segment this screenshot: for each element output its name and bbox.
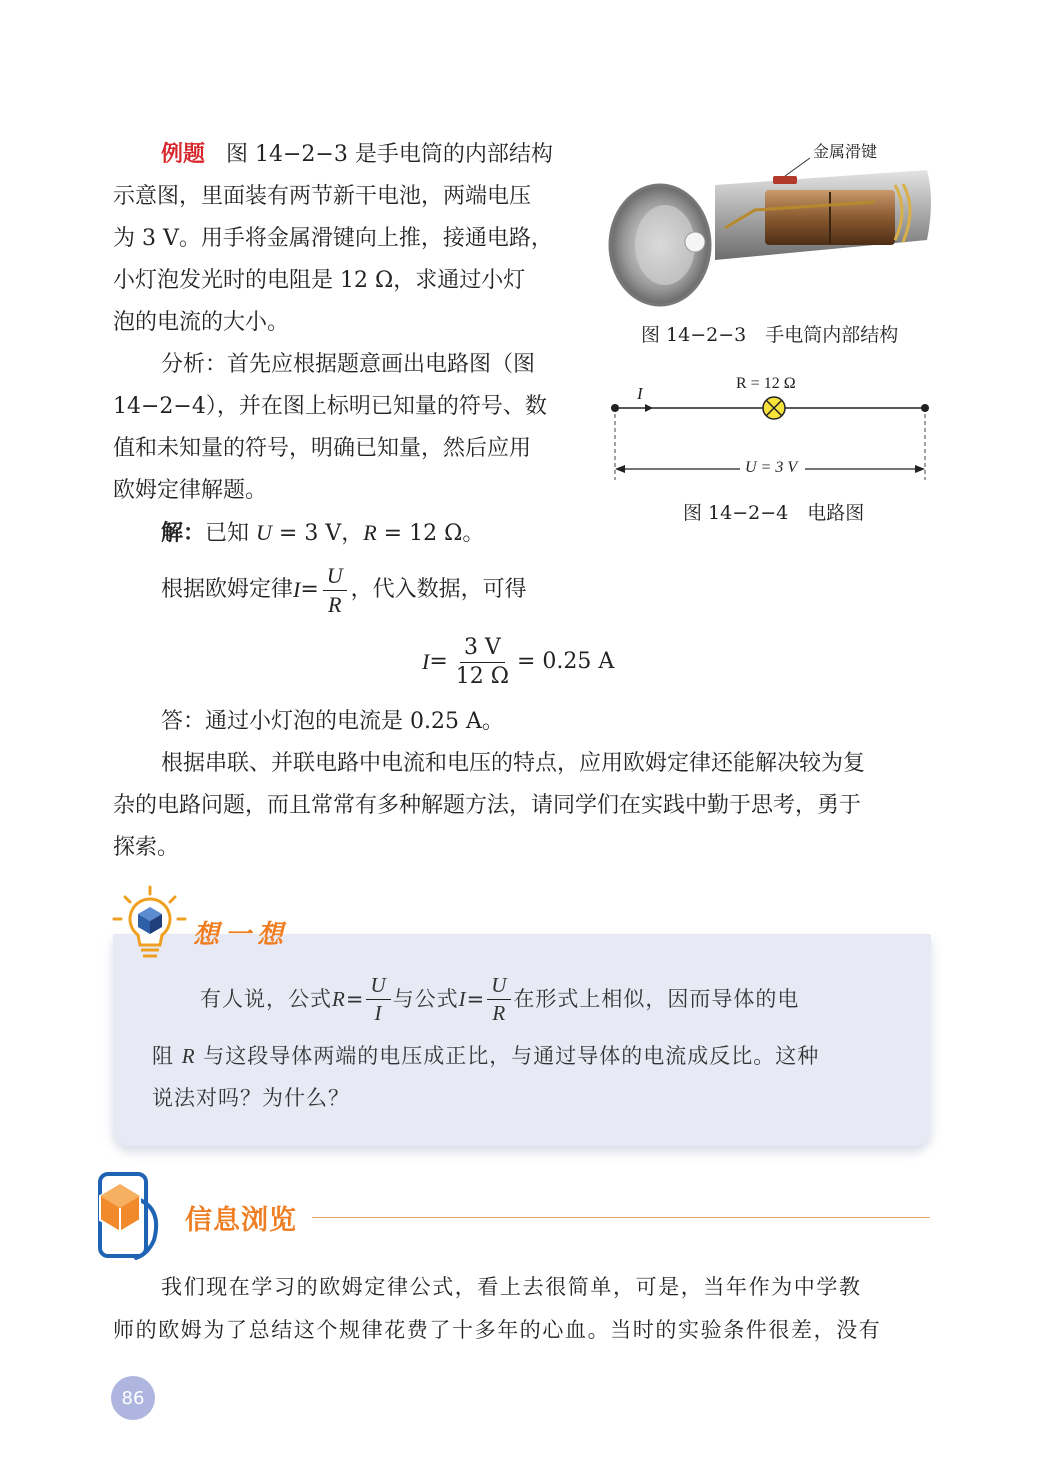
lamp-icon	[763, 397, 785, 419]
info-phone-icon	[78, 1170, 168, 1262]
example-line-5: 泡的电流的大小。	[113, 310, 290, 335]
figure1-caption: 图 14−2−3 手电筒内部结构	[641, 324, 899, 346]
circuit-diagram	[605, 370, 935, 485]
analysis-line-2: 14−2−4），并在图上标明已知量的符号、数	[113, 394, 547, 419]
voltage-arrow-right	[915, 465, 925, 473]
flashlight-figure	[605, 140, 935, 315]
think-line-1: 有人说，公式 R = $\frac{U}{I}$ 与公式 I = $\frac{U}{R}$ 在形式上相似，因而导体的电	[200, 973, 800, 1025]
terminal-left	[611, 404, 619, 412]
info-title: 信息浏览	[185, 1205, 297, 1236]
think-fraction-1: $\frac{U}{I}$	[366, 975, 390, 1024]
solution-known: 解：已知 U = 3 V，R = 12 Ω。	[161, 520, 485, 546]
think-line-2: 阻 R 与这段导体两端的电压成正比，与通过导体的电流成反比。这种	[152, 1044, 820, 1068]
ohm-law-line: 根据欧姆定律 I = $\frac{U}{R}$ ，代入数据，可得	[161, 562, 527, 617]
example-block	[113, 133, 583, 555]
flashlight-illustration	[605, 140, 935, 315]
ohm-fraction: $\frac{U}{R}$	[323, 565, 347, 616]
analysis-line-4: 欧姆定律解题。	[113, 478, 268, 503]
info-body	[113, 1266, 943, 1352]
analysis-line-1: 分析：首先应根据题意画出电路图（图	[161, 352, 536, 377]
example-line-4: 小灯泡发光时的电阻是 12 Ω，求通过小灯	[113, 268, 526, 293]
terminal-right	[921, 404, 929, 412]
info-line-2: 师的欧姆为了总结这个规律花费了十多年的心血。当时的实验条件很差，没有	[113, 1318, 882, 1342]
voltage-label: U = 3 V	[745, 459, 798, 476]
page-number: 86	[111, 1376, 155, 1420]
resistor-label: R = 12 Ω	[736, 375, 796, 392]
example-tag: 例题	[161, 141, 206, 167]
current-arrow	[645, 404, 653, 412]
example-line-2: 示意图，里面装有两节新干电池，两端电压	[113, 184, 532, 209]
calculation: I = $\frac{3 V}{12 \Omega}$ = 0.25 A	[422, 634, 615, 689]
info-title-rule	[312, 1217, 930, 1218]
analysis-line-3: 值和未知量的符号，明确已知量，然后应用	[113, 436, 532, 461]
answer-block	[113, 701, 933, 869]
voltage-arrow-left	[615, 465, 625, 473]
slider-key-label: 金属滑键	[813, 142, 878, 161]
example-line-1: 例题 图 14−2−3 是手电筒的内部结构	[161, 141, 553, 167]
think-line-3: 说法对吗？为什么？	[152, 1086, 350, 1110]
think-fraction-2: $\frac{U}{R}$	[487, 975, 511, 1024]
lightbulb-icon	[112, 885, 192, 965]
answer: 答：通过小灯泡的电流是 0.25 A。	[161, 709, 504, 734]
current-label: I	[637, 384, 643, 403]
think-title: 想一想	[193, 920, 290, 950]
figure2-caption: 图 14−2−4 电路图	[683, 502, 865, 524]
summary-line-2: 杂的电路问题，而且常常有多种解题方法，请同学们在实践中勤于思考，勇于	[113, 793, 862, 818]
calc-fraction: $\frac{3 V}{12 \Omega}$	[455, 634, 509, 689]
info-line-1: 我们现在学习的欧姆定律公式，看上去很简单，可是，当年作为中学教	[161, 1275, 862, 1299]
summary-line-3: 探索。	[113, 835, 180, 860]
summary-line-1: 根据串联、并联电路中电流和电压的特点，应用欧姆定律还能解决较为复	[161, 751, 866, 776]
example-line-3: 为 3 V。用手将金属滑键向上推，接通电路，	[113, 226, 553, 251]
